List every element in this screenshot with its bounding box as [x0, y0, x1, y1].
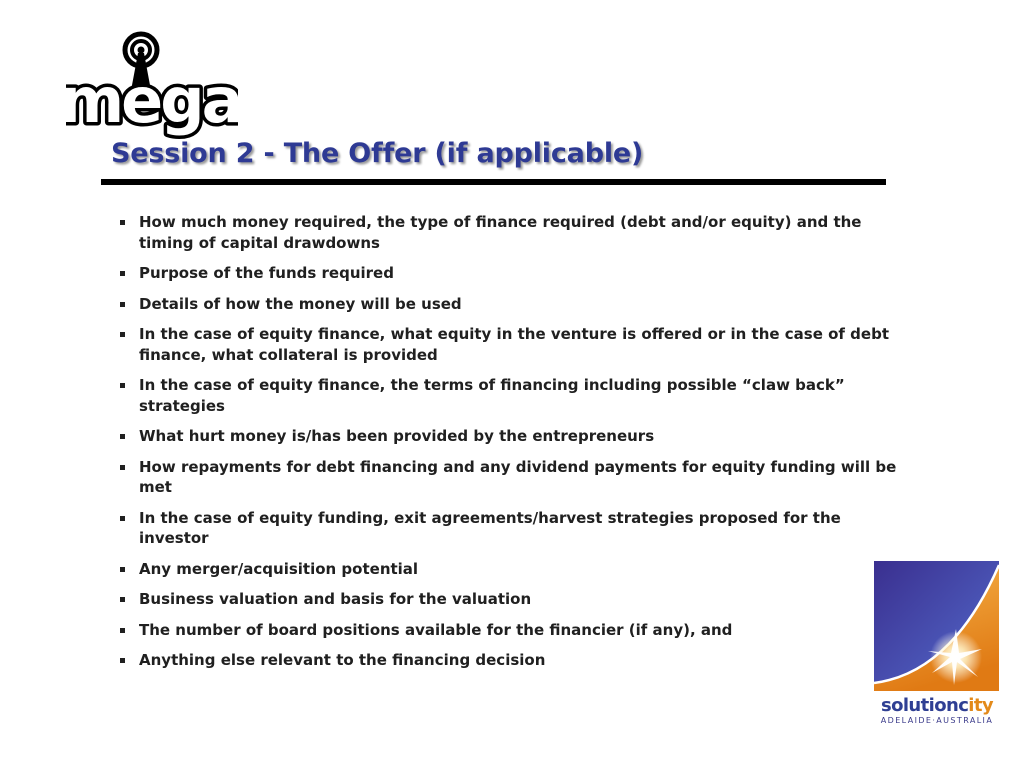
list-item — [120, 324, 910, 365]
list-item-text: In the case of equity funding, exit agreements/harvest strategies proposed for the investor — [139, 508, 841, 547]
mega-logo-graphic — [66, 30, 238, 140]
list-item — [120, 263, 910, 284]
list-item-text: In the case of equity finance, the terms of financing including possible “claw back” strategies — [139, 376, 845, 415]
list-item-text: Details of how the money will be used — [139, 294, 462, 313]
list-item — [120, 559, 910, 580]
bullet-marker — [120, 658, 125, 663]
list-item-text: In the case of equity finance, what equity in the venture is offered or in the case of debt finance, what collateral is provided — [139, 325, 889, 364]
page-title: Session 2 - The Offer (if applicable) — [111, 138, 644, 169]
list-item-text: The number of board positions available for the financier (if any), and — [139, 620, 733, 639]
starburst-graphic — [874, 561, 999, 691]
list-item — [120, 294, 910, 315]
list-item — [120, 375, 910, 416]
list-item — [120, 620, 910, 641]
list-item-text: Anything else relevant to the financing decision — [139, 651, 546, 669]
bullet-marker — [120, 516, 125, 521]
bullet-marker — [120, 434, 125, 439]
bullet-marker — [120, 271, 125, 276]
list-item-text: How much money required, the type of finance required (debt and/or equity) and the timing of capital drawdowns — [139, 213, 862, 252]
mega-logo — [66, 30, 238, 140]
list-item-text: How repayments for debt financing and any dividend payments for equity funding will be met — [139, 457, 897, 496]
bullet-marker — [120, 302, 125, 307]
list-item — [120, 508, 910, 549]
solutioncity-tagline: ADELAIDE·AUSTRALIA — [880, 716, 994, 725]
bullet-marker — [120, 597, 125, 602]
wordmark-main: solutionc — [880, 695, 969, 716]
bullet-marker — [120, 628, 125, 633]
mega-logo-text: mega — [66, 64, 238, 137]
list-item-text: Business valuation and basis for the valuation — [139, 590, 532, 608]
bullet-marker — [120, 332, 125, 337]
list-item-text: Purpose of the funds required — [139, 264, 394, 282]
list-item — [120, 650, 910, 671]
list-item — [120, 457, 910, 498]
list-item — [120, 212, 910, 253]
wordmark-accent: ity — [968, 695, 993, 716]
bullet-marker — [120, 220, 125, 225]
list-item-text: Any merger/acquisition potential — [139, 559, 419, 578]
title-divider — [101, 179, 886, 185]
bullet-marker — [120, 383, 125, 388]
list-item — [120, 589, 910, 610]
bullet-marker — [120, 465, 125, 470]
bullet-marker — [120, 567, 125, 572]
list-item-text: What hurt money is/has been provided by the entrepreneurs — [139, 427, 655, 445]
solutioncity-logo — [874, 561, 1000, 733]
solutioncity-wordmark — [874, 695, 1000, 716]
list-item — [120, 426, 910, 447]
bullet-list — [120, 212, 910, 681]
